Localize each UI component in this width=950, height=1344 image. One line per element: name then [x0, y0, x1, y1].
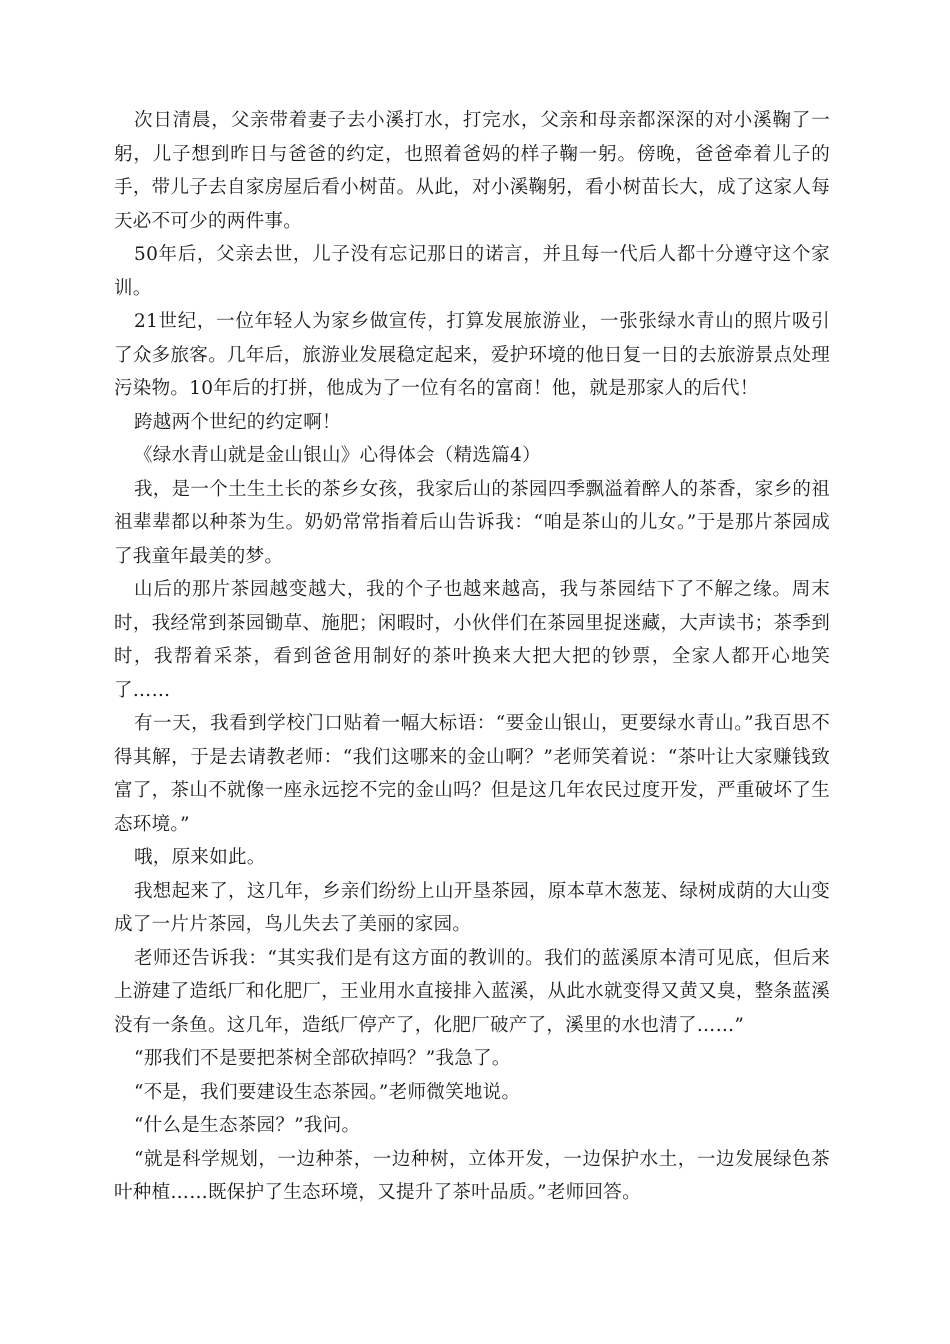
paragraph-morning-bow: 次日清晨，父亲带着妻子去小溪打水，打完水，父亲和母亲都深深的对小溪鞠了一躬，儿子想到昨日与爸爸的约定，也照着爸妈的样子鞠一躬。傍晚，爸爸牵着儿子的手，带儿子去自家房屋后看小树苗。从此，对小溪鞠躬，看小树苗长大，成了这家人每天必不可少的两件事。: [114, 110, 830, 232]
paragraph-cut-trees: “那我们不是要把茶树全部砍掉吗？”我急了。: [134, 1048, 511, 1069]
section-heading: 《绿水青山就是金山银山》心得体会（精选篇4）: [134, 445, 541, 466]
paragraph-tea-garden-grows: 山后的那片茶园越变越大，我的个子也越来越高，我与茶园结下了不解之缘。周末时，我经常到茶园锄草、施肥；闲暇时，小伙伴们在茶园里捉迷藏，大声读书；茶季到时，我帮着采茶，看到爸爸用制好的茶叶换来大把大把的钞票，全家人都开心地笑了……: [114, 579, 830, 701]
paragraph-21st-century: 21世纪，一位年轻人为家乡做宣传，打算发展旅游业，一张张绿水青山的照片吸引了众多旅客。几年后，旅游业发展稳定起来，爱护环境的他日复一日的去旅游景点处理污染物。10年后的打拼，他成为了一位有名的富商！他，就是那家人的后代！: [114, 311, 830, 399]
paragraph-eco-garden: “不是，我们要建设生态茶园。”老师微笑地说。: [134, 1081, 521, 1103]
document-page: [114, 104, 830, 1210]
paragraph-fifty-years: 50年后，父亲去世，儿子没有忘记那日的诺言，并且每一代后人都十分遵守这个家训。: [114, 244, 830, 299]
paragraph-i-see: 哦，原来如此。: [134, 847, 266, 868]
paragraph-tea-village-girl: 我，是一个土生土长的茶乡女孩，我家后山的茶园四季飘溢着醉人的茶香，家乡的祖祖辈辈都以种茶为生。奶奶常常指着后山告诉我：“咱是茶山的儿女。”于是那片茶园成了我童年最美的梦。: [114, 478, 830, 567]
paragraph-slogan: 有一天，我看到学校门口贴着一幅大标语：“要金山银山，更要绿水青山。”我百思不得其解，于是去请教老师：“我们这哪来的金山啊？”老师笑着说：“茶叶让大家赚钱致富了，茶山不就像一座永远挖不完的金山吗？但是这几年农民过度开发，严重破坏了生态环境。”: [114, 713, 830, 835]
paragraph-remember: 我想起来了，这几年，乡亲们纷纷上山开垦茶园，原本草木葱茏、绿树成荫的大山变成了一片片茶园，鸟儿失去了美丽的家园。: [114, 880, 830, 935]
paragraph-teacher-answer: “就是科学规划，一边种茶，一边种树，立体开发，一边保护水土，一边发展绿色茶叶种植……既保护了生态环境，又提升了茶叶品质。”老师回答。: [114, 1148, 830, 1203]
paragraph-what-is: “什么是生态茶园？”我问。: [134, 1115, 361, 1136]
paragraph-lanxi-lesson: 老师还告诉我：“其实我们是有这方面的教训的。我们的蓝溪原本清可见底，但后来上游建了造纸厂和化肥厂，王业用水直接排入蓝溪，从此水就变得又黄又臭，整条蓝溪没有一条鱼。这几年，造纸厂停产了，化肥厂破产了，溪里的水也清了……”: [114, 947, 830, 1036]
paragraph-two-centuries: 跨越两个世纪的约定啊！: [134, 411, 341, 433]
